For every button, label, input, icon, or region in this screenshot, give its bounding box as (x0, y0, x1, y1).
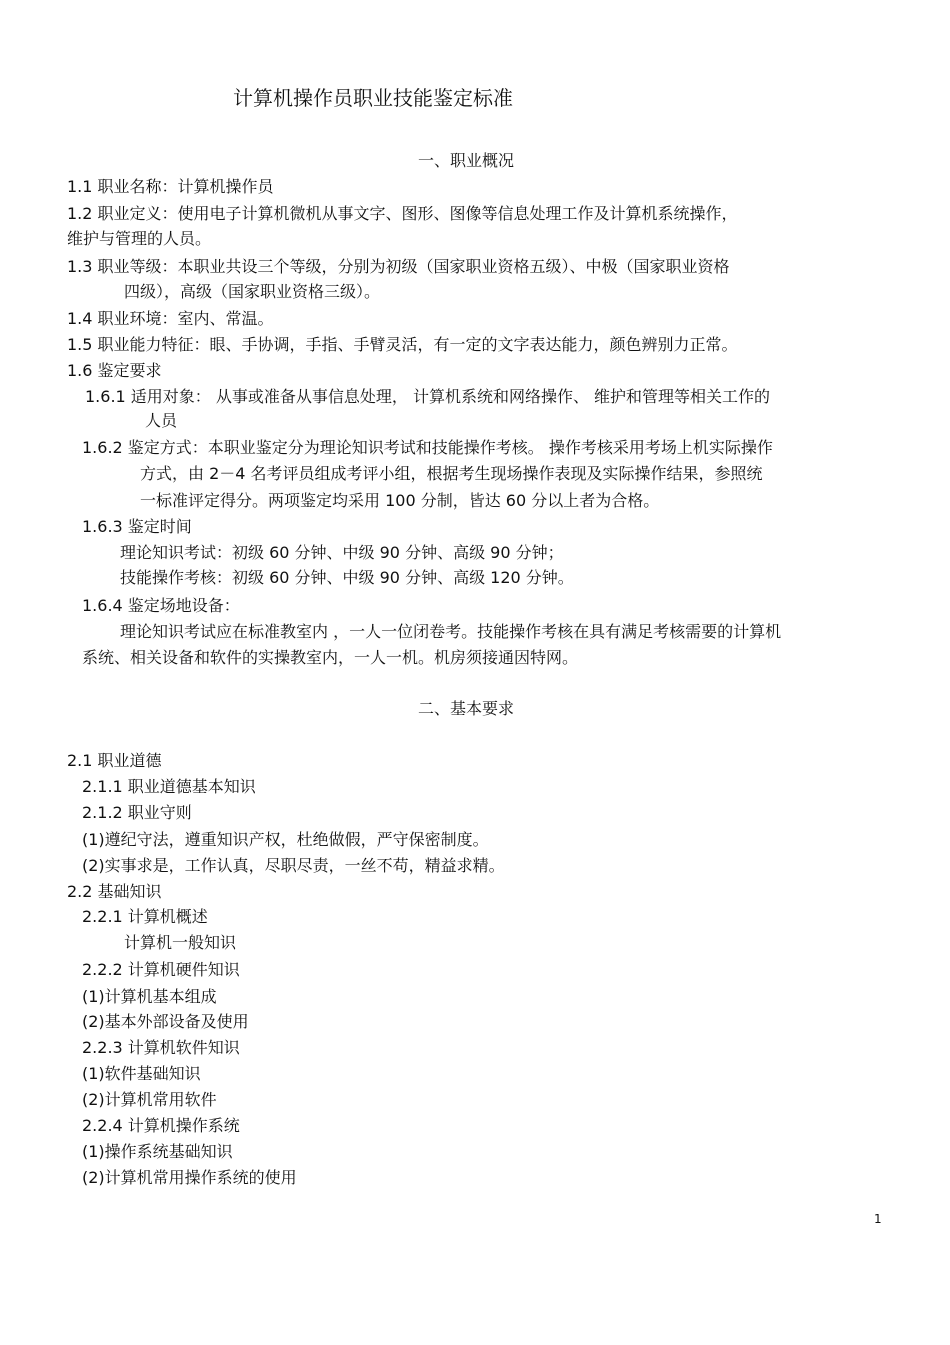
page-number: 1 (874, 1212, 882, 1226)
list-item: (2)基本外部设备及使用 (82, 1012, 249, 1031)
paragraph-line: 理论知识考试：初级 60 分钟、中级 90 分钟、高级 90 分钟； (120, 543, 564, 562)
paragraph-line: 2.2.2 计算机硬件知识 (82, 960, 240, 979)
paragraph-line: 1.6.2 鉴定方式：本职业鉴定分为理论知识考试和技能操作考核。 操作考核采用考场上机实际操作 (82, 438, 773, 457)
paragraph-line: 2.2 基础知识 (67, 882, 162, 901)
list-item: (2)计算机常用操作系统的使用 (82, 1168, 297, 1187)
list-item: (1)计算机基本组成 (82, 987, 217, 1006)
paragraph-line: 2.1.2 职业守则 (82, 803, 192, 822)
paragraph-line: 1.6.4 鉴定场地设备： (82, 596, 240, 615)
paragraph-line: 1.1 职业名称：计算机操作员 (67, 177, 274, 196)
paragraph-line: 1.4 职业环境：室内、常温。 (67, 309, 274, 328)
paragraph-line: 理论知识考试应在标准教室内 ，一人一位闭卷考。技能操作考核在具有满足考核需要的计算机 (120, 622, 782, 641)
paragraph-line: 1.3 职业等级：本职业共设三个等级，分别为初级（国家职业资格五级）、中极（国家职业资格 (67, 257, 730, 276)
paragraph-line: 系统、相关设备和软件的实操教室内，一人一机。机房须接通因特网。 (82, 648, 579, 667)
paragraph-line: 计算机一般知识 (124, 933, 237, 952)
paragraph-line: 维护与管理的人员。 (67, 229, 212, 248)
paragraph-line: 人员 (145, 411, 178, 430)
list-item: (1)遵纪守法，遵重知识产权，杜绝做假，严守保密制度。 (82, 830, 489, 849)
paragraph-line: 1.2 职业定义：使用电子计算机微机从事文字、图形、图像等信息处理工作及计算机系统操作， (67, 204, 738, 223)
paragraph-line: 1.6 鉴定要求 (67, 361, 162, 380)
paragraph-line: 2.2.3 计算机软件知识 (82, 1038, 240, 1057)
paragraph-line: 1.6.3 鉴定时间 (82, 517, 192, 536)
paragraph-line: 2.1 职业道德 (67, 751, 162, 770)
paragraph-line: 1.5 职业能力特征：眼、手协调，手指、手臂灵活，有一定的文字表达能力，颜色辨别力正常。 (67, 335, 738, 354)
list-item: (2)计算机常用软件 (82, 1090, 217, 1109)
section-heading-2: 二、基本要求 (418, 699, 515, 718)
paragraph-line: 1.6.1 适用对象： 从事或准备从事信息处理， 计算机系统和网络操作、 维护和管理等相关工作的 (85, 387, 771, 406)
paragraph-line: 方式，由 2－4 名考评员组成考评小组，根据考生现场操作表现及实际操作结果，参照统 (140, 464, 763, 483)
paragraph-line: 一标准评定得分。两项鉴定均采用 100 分制，皆达 60 分以上者为合格。 (140, 491, 660, 510)
list-item: (1)操作系统基础知识 (82, 1142, 233, 1161)
paragraph-line: 四级），高级（国家职业资格三级）。 (124, 282, 381, 301)
paragraph-line: 2.1.1 职业道德基本知识 (82, 777, 256, 796)
paragraph-line: 技能操作考核：初级 60 分钟、中级 90 分钟、高级 120 分钟。 (120, 568, 574, 587)
document-title: 计算机操作员职业技能鉴定标准 (233, 86, 513, 110)
paragraph-line: 2.2.1 计算机概述 (82, 907, 208, 926)
section-heading-1: 一、职业概况 (418, 151, 515, 170)
paragraph-line: 2.2.4 计算机操作系统 (82, 1116, 240, 1135)
list-item: (2)实事求是，工作认真，尽职尽责，一丝不苟，精益求精。 (82, 856, 505, 875)
list-item: (1)软件基础知识 (82, 1064, 201, 1083)
